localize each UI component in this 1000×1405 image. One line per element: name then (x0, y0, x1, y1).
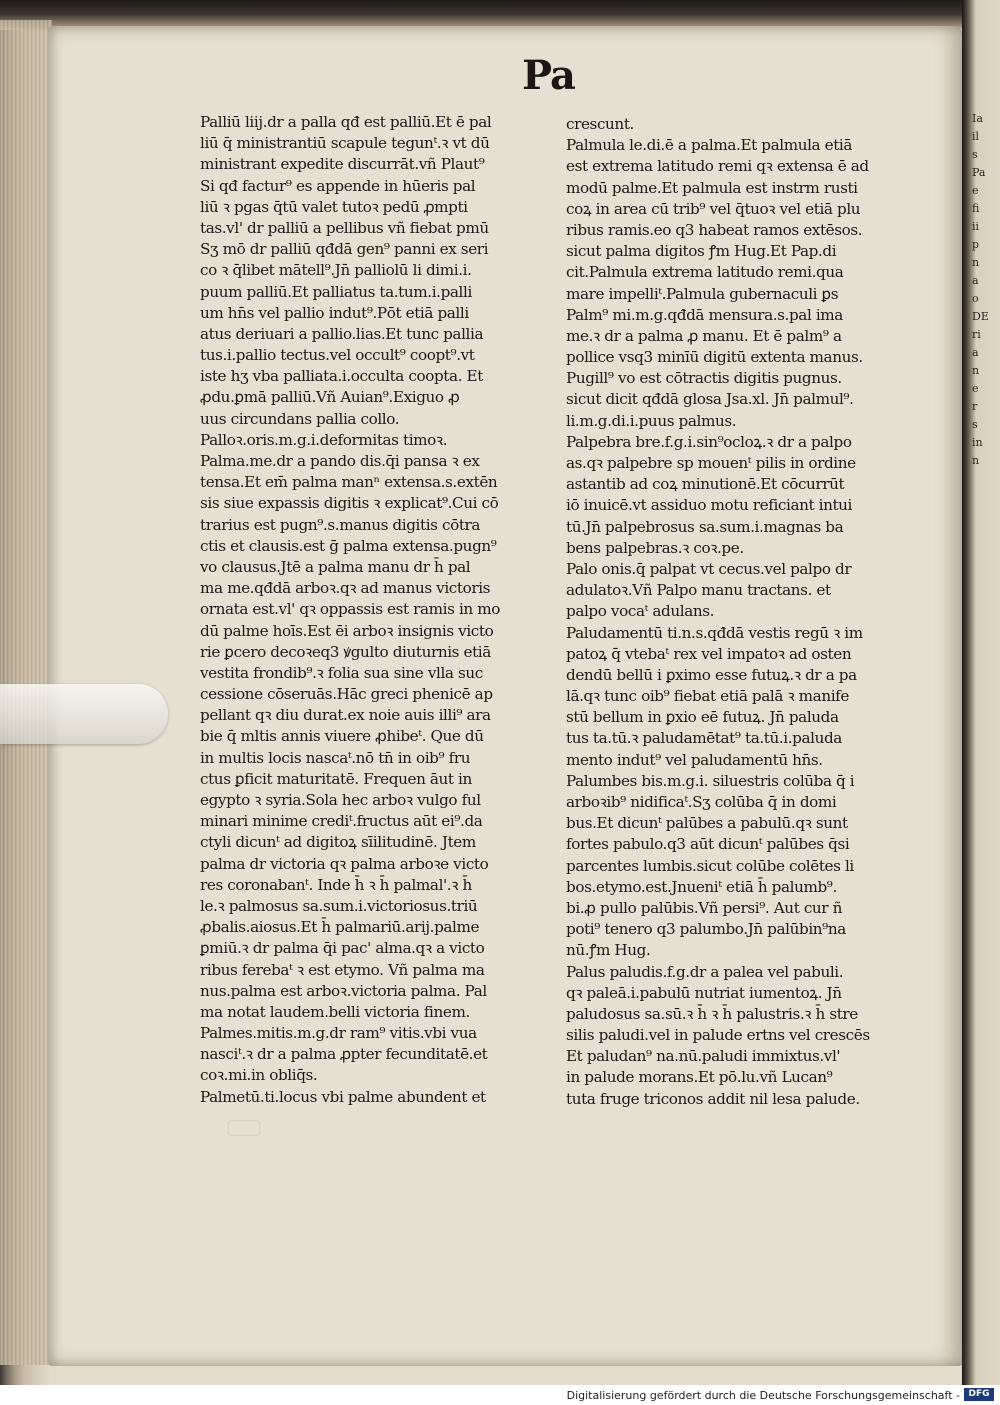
text-line: nasciᵗ.ꝛ dr a palma ꝓpter fecunditatē.et (200, 1045, 488, 1064)
facing-page-text (972, 110, 1000, 470)
text-line: crescunt. (566, 115, 634, 133)
facing-text-fragment: Pa (972, 166, 986, 179)
facing-text-fragment: e (972, 184, 979, 197)
text-line: bus.Et dicunᵗ palūbes a pabulū.qꝛ sunt (566, 814, 848, 833)
text-line: qꝛ paleā.i.pabulū nutriat iumentoꝝ. Jn̄ (566, 983, 842, 1002)
text-line: ctyli dicunᵗ ad digitoꝝ sīilitudinē. Jtem (200, 833, 476, 852)
text-line: liū ꝛ pgas q̄tū valet tutoꝛ pedū ꝓmpti (200, 197, 468, 216)
text-line: Palma.me.dr a pando dis.q̄i pansa ꝛ ex (200, 452, 480, 470)
text-line: Palmes.mitis.m.g.dr ram⁹ vitis.vbi vua (200, 1024, 477, 1043)
text-line: palma dr victoria qꝛ palma arboꝛe victo (200, 854, 489, 873)
text-line: ꝓdu.ꝑmā palliū.Vñ Auian⁹.Exiguo ꝓ (200, 388, 460, 407)
text-line: palpo vocaᵗ adulans. (566, 602, 715, 621)
text-line: fortes pabulo.q3 aūt dicunᵗ palūbes q̄si (566, 835, 850, 854)
text-line: ctis et clausis.est ḡ palma extensa.pugn⁹ (200, 536, 497, 555)
text-line: lā.qꝛ tunc oib⁹ fiebat etiā palā ꝛ manife (566, 687, 849, 706)
text-line: Palm⁹ mi.m.g.qđdā mensura.s.pal ima (566, 305, 843, 324)
text-line: Palo onis.q̄ palpat vt cecus.vel palpo dr (566, 559, 852, 578)
facing-text-fragment: n (972, 364, 980, 377)
text-line: vo clausus.Jtē a palma manu dr h̄ pal (200, 557, 471, 576)
text-line: ꝓbalis.aiosus.Et h̄ palmariū.arij.palme (200, 918, 480, 937)
text-line: Palmetū.ti.locus vbi palme abundent et (200, 1087, 486, 1106)
text-line: parcentes lumbis.sicut colūbe colētes li (566, 856, 854, 875)
text-line: patoꝝ q̄ vtebaᵗ rex vel impatoꝛ ad osten (566, 644, 852, 663)
text-line: paludosus sa.sū.ꝛ h̄ ꝛ h̄ palustris.ꝛ h̄ stre (566, 1004, 858, 1023)
text-line: puum palliū.Et palliatus ta.tum.i.palli (200, 282, 472, 301)
text-line: sis siue expassis digitis ꝛ explicat⁹.Cui cō (200, 494, 499, 513)
text-line: dū palme hoīs.Est ēi arboꝛ insignis victo (200, 621, 494, 640)
text-line: Si qđ factur⁹ es appende in hūeris pal (200, 176, 476, 195)
text-line: iō inuicē.vt assiduo motu reficiant intui (566, 496, 853, 515)
text-line: as.qꝛ palpebre sp mouenᵗ pilis in ordine (566, 454, 856, 472)
text-line: coꝝ in area cū trib⁹ vel q̄tuoꝛ vel etiā plu (566, 199, 861, 218)
text-line: minari minime crediᵗ.fructus aūt ei⁹.da (200, 812, 483, 831)
text-line: tuta fruge triconos addit nil lesa palude. (566, 1089, 860, 1108)
text-line: ornata est.vl' qꝛ oppassis est ramis in mo (200, 600, 500, 619)
facing-text-fragment: fi (972, 202, 980, 215)
text-line: ma notat laudem.belli victoria finem. (200, 1002, 470, 1021)
page-marker-tab (0, 684, 168, 744)
text-line: tū.Jn̄ palpebrosus sa.sum.i.magnas ba (566, 517, 844, 536)
facing-text-fragment: a (972, 346, 979, 359)
text-line: Pugill⁹ vo est cōtractis digitis pugnus. (566, 369, 842, 388)
text-line: nus.palma est arboꝛ.victoria palma. Pal (200, 981, 487, 1000)
text-line: tus ta.tū.ꝛ paludamētat⁹ ta.tū.i.paluda (566, 729, 842, 748)
text-line: mento indut⁹ vel paludamentū hn̄s. (566, 750, 823, 769)
text-line: tas.vl' dr palliū a pellibus vñ fiebat pmū (200, 218, 489, 237)
footer-credit: Digitalisierung gefördert durch die Deutsche Forschungsgemeinschaft - (566, 1389, 960, 1402)
text-line: Et paludan⁹ na.nū.paludi immixtus.vl' (566, 1047, 841, 1066)
text-line: coꝛ.mi.in obliq̄s. (200, 1066, 318, 1085)
text-line: dendū bellū i ꝑximo esse futuꝝ.ꝛ dr a pa (566, 665, 857, 684)
facing-text-fragment: n (972, 454, 980, 467)
text-line: Palpebra bre.f.g.i.sin⁹ocloꝝ.ꝛ dr a palpo (566, 432, 852, 451)
text-line: ꝑmiū.ꝛ dr palma q̄i pac' alma.qꝛ a victo (200, 939, 485, 958)
text-line: ribus ferebaᵗ ꝛ est etymo. Vñ palma ma (200, 960, 485, 979)
facing-text-fragment: n (972, 256, 980, 269)
text-line: rie ꝑcero decoꝛeq3 ꝟgulto diuturnis etiā (200, 642, 491, 661)
left-text-column (200, 112, 560, 1108)
text-line: sicut dicit qđdā glosa Jsa.xl. Jn̄ palmul⁹. (566, 390, 854, 409)
text-line: trarius est pugn⁹.s.manus digitis cōtra (200, 515, 481, 534)
text-line: ctus ꝑficit maturitatē. Frequen āut in (200, 769, 472, 788)
text-line: adulatoꝛ.Vñ Palpo manu tractans. et (566, 581, 831, 600)
dfg-logo: DFG (964, 1388, 994, 1401)
text-line: bie q̄ mltis annis viuere ꝓhibeᵗ. Que dū (200, 727, 484, 746)
text-line: sicut palma digitos ꝭm Hug.Et Pap.di (566, 242, 837, 261)
text-line: tensa.Et em̄ palma manⁿ extensa.s.extēn (200, 473, 498, 492)
facing-text-fragment: ii (972, 220, 980, 233)
facing-text-fragment: o (972, 292, 979, 305)
text-line: ribus ramis.eo q3 habeat ramos extēsos. (566, 220, 863, 239)
facing-text-fragment: il (972, 130, 980, 143)
facing-text-fragment: s (972, 418, 978, 431)
text-line: um hn̄s vel pallio indut⁹.Pōt etiā palli (200, 303, 469, 322)
text-line: arboꝛib⁹ nidificaᵗ.Sʒ colūba q̄ in domi (566, 793, 837, 811)
facing-text-fragment: DE (972, 310, 989, 323)
facing-text-fragment: r (972, 400, 978, 413)
text-line: iste hʒ vba palliata.i.occulta coopta. Et (200, 367, 483, 386)
text-line: Sʒ mō dr palliū qđdā gen⁹ panni ex seri (200, 240, 489, 259)
facing-text-fragment: a (972, 274, 979, 287)
facing-text-fragment: Ia (972, 112, 983, 125)
text-line: stū bellum in ꝑxio eē futuꝝ. Jn̄ paluda (566, 708, 839, 727)
text-line: Paludamentū ti.n.s.qđdā vestis regū ꝛ im (566, 623, 863, 642)
facing-text-fragment: in (972, 436, 983, 449)
text-line: cessione cōseruās.Hāc greci phenicē ap (200, 685, 493, 704)
text-line: pellant qꝛ diu durat.ex noie auis illi⁹ ara (200, 706, 491, 725)
text-line: bos.etymo.est.Jnueniᵗ etiā h̄ palumb⁹. (566, 877, 837, 896)
text-line: Palloꝛ.oris.m.g.i.deformitas timoꝛ. (200, 430, 448, 449)
text-line: vestita frondib⁹.ꝛ folia sua sine vlla suc (200, 663, 483, 682)
text-line: Palmula le.di.ē a palma.Et palmula etiā (566, 136, 853, 155)
facing-text-fragment: ri (972, 328, 981, 341)
ink-smudge (228, 1120, 260, 1136)
facing-text-fragment: p (972, 238, 980, 251)
text-line: uus circundans pallia collo. (200, 409, 400, 428)
text-line: mare impelliᵗ.Palmula gubernaculi ꝑs (566, 284, 839, 303)
text-line: le.ꝛ palmosus sa.sum.i.victoriosus.triū (200, 896, 478, 915)
text-line: liū q̄ ministrantiū scapule tegunᵗ.ꝛ vt dū (200, 134, 490, 153)
text-line: ma me.qđdā arboꝛ.qꝛ ad manus victoris (200, 579, 491, 598)
text-line: Palliū liij.dr a palla qđ est palliū.Et ē pal (200, 113, 492, 131)
text-line: tus.i.pallio tectus.vel occult⁹ coopt⁹.vt (200, 346, 475, 365)
text-line: modū palme.Et palmula est instrm rusti (566, 178, 858, 197)
right-text-column (566, 114, 918, 1110)
text-line: li.m.g.di.i.puus palmus. (566, 411, 737, 430)
text-line: egypto ꝛ syria.Sola hec arboꝛ vulgo ful (200, 791, 481, 809)
facing-text-fragment: s (972, 148, 978, 161)
text-line: co ꝛ q̄libet mātell⁹.Jn̄ palliolū li dimi.i. (200, 261, 472, 280)
text-line: astantib ad coꝝ minutionē.Et cōcurrūt (566, 475, 845, 494)
text-line: est extrema latitudo remi qꝛ extensa ē ad (566, 157, 869, 176)
text-line: res coronabanᵗ. Inde h̄ ꝛ h̄ palmal'.ꝛ h̄ (200, 875, 472, 894)
text-line: me.ꝛ dr a palma ꝓ manu. Et ē palm⁹ a (566, 326, 842, 345)
text-line: Palus paludis.f.g.dr a palea vel pabuli. (566, 962, 844, 981)
text-line: ministrant expedite discurrāt.vñ Plaut⁹ (200, 155, 485, 174)
text-line: pollice vsq3 minīū digitū extenta manus. (566, 348, 863, 367)
facing-text-fragment: e (972, 382, 979, 395)
text-line: silis paludi.vel in palude ertns vel crescēs (566, 1026, 870, 1045)
text-line: Palumbes bis.m.g.i. siluestris colūba q̄ i (566, 771, 855, 790)
text-line: poti⁹ tenero q3 palumbo.Jn̄ palūbin⁹na (566, 920, 846, 939)
text-line: nū.ꝭm Hug. (566, 941, 651, 960)
text-line: in multis locis nascaᵗ.nō tn̄ in oib⁹ fru (200, 748, 471, 767)
text-line: in palude morans.Et pō.lu.vñ Lucan⁹ (566, 1068, 833, 1087)
text-line: bi.ꝓ pullo palūbis.Vñ persi⁹. Aut cur ñ (566, 898, 842, 917)
running-head: Pa (522, 52, 575, 99)
text-line: bens palpebras.ꝛ coꝛ.pe. (566, 538, 744, 557)
text-line: atus deriuari a pallio.lias.Et tunc pallia (200, 324, 484, 343)
text-line: cit.Palmula extrema latitudo remi.qua (566, 263, 844, 282)
